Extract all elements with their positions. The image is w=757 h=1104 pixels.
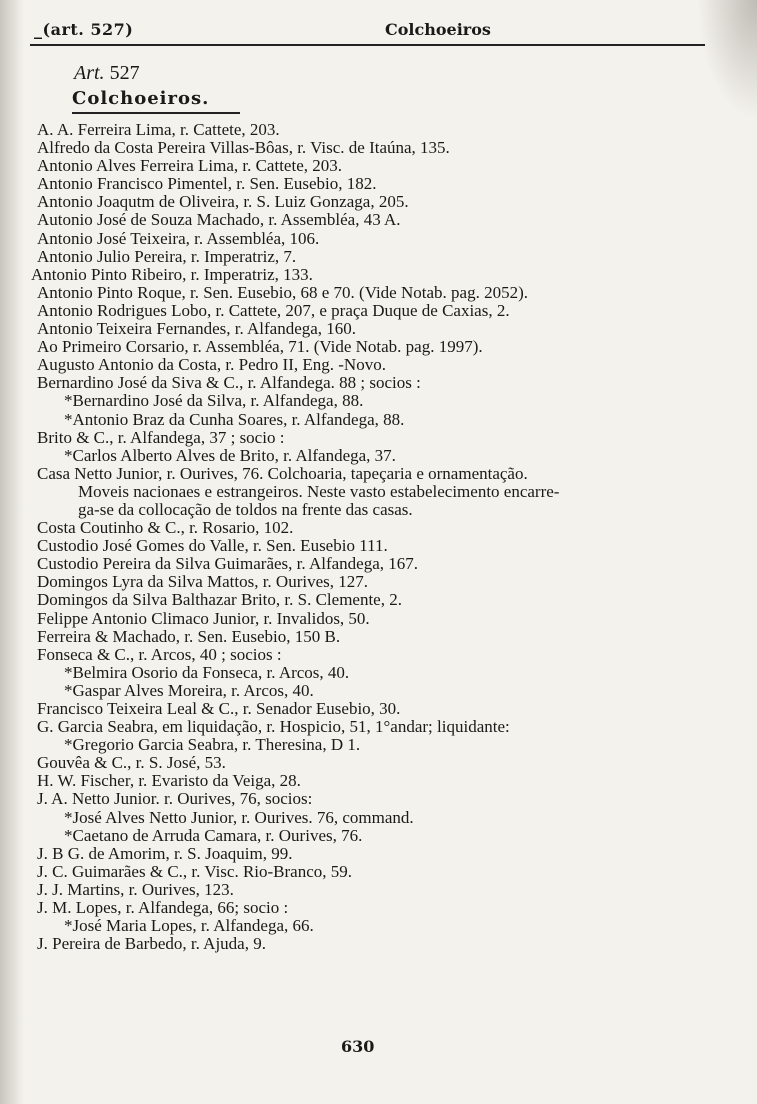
- socio-line: *José Alves Netto Junior, r. Ourives. 76, command.: [64, 807, 414, 827]
- socio-line: *Gregorio Garcia Seabra, r. Theresina, D 1.: [64, 735, 361, 755]
- entry-line: Antonio José Teixeira, r. Assembléa, 106.: [37, 228, 320, 248]
- entry-line: Ferreira & Machado, r. Sen. Eusebio, 150 B.: [37, 626, 341, 646]
- article-prefix: Art.: [74, 62, 105, 84]
- entry-line: Alfredo da Costa Pereira Villas-Bôas, r. Visc. de Itaúna, 135.: [37, 138, 450, 158]
- entry-line: Costa Coutinho & C., r. Rosario, 102.: [37, 518, 294, 538]
- page-corner-stain: [697, 0, 757, 120]
- socio-line: *Bernardino José da Silva, r. Alfandega, 88.: [64, 391, 364, 411]
- entry-line: J. C. Guimarães & C., r. Visc. Rio-Branco, 59.: [37, 861, 353, 881]
- entry-line: J. A. Netto Junior. r. Ourives, 76, socios:: [37, 789, 313, 809]
- entry-line: Custodio Pereira da Silva Guimarães, r. Alfandega, 167.: [37, 554, 418, 574]
- entry-line: Antonio Francisco Pimentel, r. Sen. Eusebio, 182.: [37, 174, 377, 194]
- entry-line: A. A. Ferreira Lima, r. Cattete, 203.: [37, 120, 280, 139]
- socio-line: *Caetano de Arruda Camara, r. Ourives, 76.: [64, 825, 363, 845]
- page-number: 630: [341, 1037, 375, 1056]
- entry-line: H. W. Fischer, r. Evaristo da Veiga, 28.: [37, 771, 301, 791]
- entry-line: J. M. Lopes, r. Alfandega, 66; socio :: [37, 898, 289, 918]
- article-number: 527: [109, 62, 140, 84]
- entry-line: Antonio Alves Ferreira Lima, r. Cattete, 203.: [37, 156, 342, 176]
- entry-continuation-line: ga-se da collocação de toldos na frente das casas.: [78, 499, 413, 519]
- entry-line: Ao Primeiro Corsario, r. Assembléa, 71. (Vide Notab. pag. 1997).: [37, 337, 483, 357]
- entry-line: Antonio Pinto Roque, r. Sen. Eusebio, 68 e 70. (Vide Notab. pag. 2052).: [37, 282, 528, 302]
- entry-line: Antonio Julio Pereira, r. Imperatriz, 7.: [37, 246, 297, 266]
- section-title-rule: [72, 112, 240, 114]
- entry-line: Domingos Lyra da Silva Mattos, r. Ourives, 127.: [37, 572, 369, 592]
- article-label: [74, 62, 140, 85]
- entry-line: Antonio Rodrigues Lobo, r. Cattete, 207, e praça Duque de Caxias, 2.: [37, 300, 510, 320]
- section-title: Colchoeiros.: [72, 88, 210, 109]
- entry-line: Custodio José Gomes do Valle, r. Sen. Eusebio 111.: [37, 536, 388, 556]
- entry-line: Felippe Antonio Climaco Junior, r. Invalidos, 50.: [37, 608, 370, 628]
- entry-list: [0, 121, 757, 953]
- entry-line: Gouvêa & C., r. S. José, 53.: [37, 753, 226, 773]
- entry-line: Augusto Antonio da Costa, r. Pedro II, Eng. -Novo.: [37, 355, 386, 375]
- entry-line: Antonio Teixeira Fernandes, r. Alfandega, 160.: [37, 319, 357, 339]
- entry-continuation-line: Moveis nacionaes e estrangeiros. Neste vasto estabelecimento encarre-: [78, 481, 560, 501]
- entry-line: Autonio José de Souza Machado, r. Assembléa, 43 A.: [37, 210, 401, 230]
- entry-line: Domingos da Silva Balthazar Brito, r. S. Clemente, 2.: [37, 590, 402, 610]
- socio-line: *Antonio Braz da Cunha Soares, r. Alfandega, 88.: [64, 409, 405, 429]
- entry-line: J. B G. de Amorim, r. S. Joaquim, 99.: [37, 843, 293, 863]
- entry-line: J. J. Martins, r. Ourives, 123.: [37, 879, 234, 899]
- entry-line: Antonio Joaqutm de Oliveira, r. S. Luiz Gonzaga, 205.: [37, 192, 409, 212]
- entry-line: Brito & C., r. Alfandega, 37 ; socio :: [37, 427, 285, 447]
- socio-line: *Carlos Alberto Alves de Brito, r. Alfandega, 37.: [64, 445, 396, 465]
- entry-line: Casa Netto Junior, r. Ourives, 76. Colchoaria, tapeçaria e ornamentação.: [37, 463, 528, 483]
- running-header: [30, 18, 705, 46]
- entry-line: Fonseca & C., r. Arcos, 40 ; socios :: [37, 644, 282, 664]
- entry-line: J. Pereira de Barbedo, r. Ajuda, 9.: [37, 934, 266, 954]
- socio-line: *Gaspar Alves Moreira, r. Arcos, 40.: [64, 680, 314, 700]
- entry-line: Antonio Pinto Ribeiro, r. Imperatriz, 133.: [31, 264, 313, 284]
- socio-line: *Belmira Osorio da Fonseca, r. Arcos, 40.: [64, 662, 350, 682]
- entry-line: Bernardino José da Siva & C., r. Alfandega. 88 ; socios :: [37, 373, 421, 393]
- socio-line: *José Maria Lopes, r. Alfandega, 66.: [64, 916, 314, 936]
- entry-line: G. Garcia Seabra, em liquidação, r. Hospicio, 51, 1°andar; liquidante:: [37, 717, 510, 737]
- header-section-name: Colchoeiros: [385, 20, 491, 39]
- entry-line: Francisco Teixeira Leal & C., r. Senador Eusebio, 30.: [37, 699, 401, 718]
- header-article-ref: _(art. 527): [34, 20, 134, 39]
